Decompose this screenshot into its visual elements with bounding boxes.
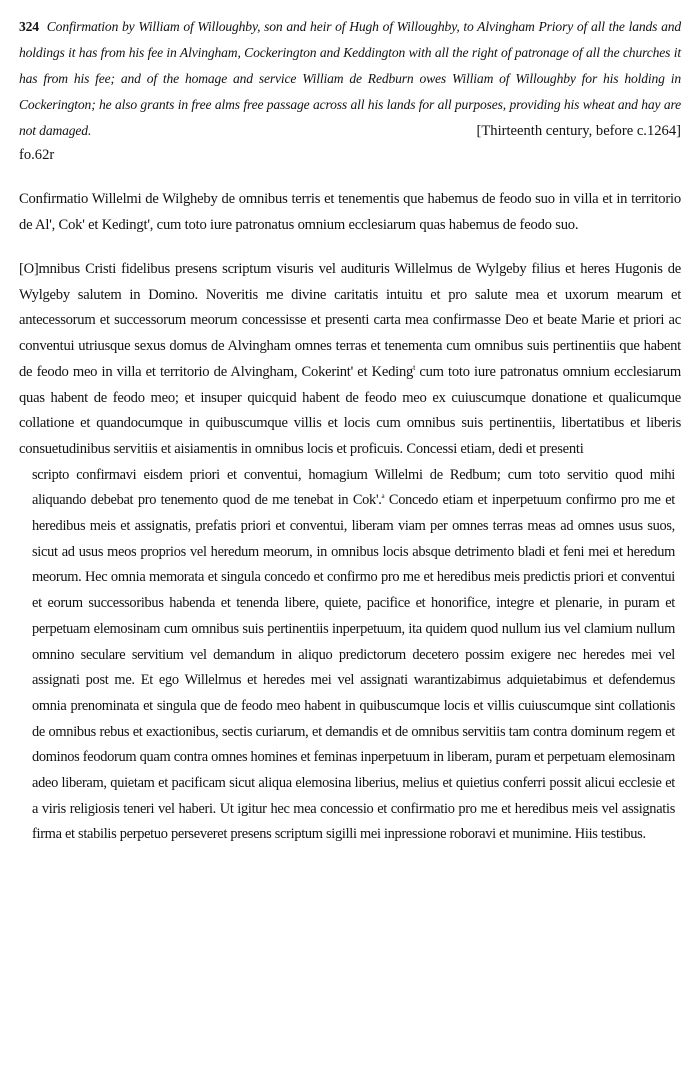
charter-text-part-3: scripto confirmavi eisdem priori et conventui, homagium Willelmi de Redbum; (32, 466, 501, 483)
folio-reference: fo.62r (19, 147, 55, 163)
charter-text-part-4: cum toto servitio quod mihi aliquando debebat pro tenemento quod de me tenebat in Cok'. (32, 466, 675, 509)
charter-text-part-1: [O]mnibus Cristi fidelibus presens scriptum visuris vel audituris Willelmus de Wylgeby filius et heres Hugonis de Wylgeby salutem in Domino. Noveritis me divine caritatis intuitu et pro salute mea et uxorum mearum et antecessorum et successorum meorum concessisse et presenti carta mea confirmasse Deo et beate Marie et priori ac conventui utriusque sexus domus de Alvingham omnes terras et tenementa cum omnibus suis pertinentiis que habent de feodo meo in villa et territorio de Alvingham, Cokerint' et Keding (19, 261, 681, 380)
superscript-t: t (413, 362, 416, 372)
entry-heading (19, 14, 681, 144)
charter-text (19, 257, 681, 463)
entry-date: [Thirteenth century, before c.1264] (476, 123, 681, 139)
charter-text-indented (19, 463, 681, 849)
document-page (19, 14, 681, 848)
charter-text-part-5: Concedo etiam et inperpetuum confirmo pro me et heredibus meis et assignatis, prefatis priori et conventui, liberam viam per omnes terras meas ad omnes usus suos, sicut ad usus meos proprios vel heredum meorum, in omnibus locis absque detrimento bladi et feni mei et heredum meorum. Hec omnia memorata et singula concedo et confirmo pro me et heredibus meis predictis priori et conventui et eorum successoribus habenda et tenenda libere, quiete, pacifice et honorifice, integre et plenarie, in puram et perpetuam elemosinam cum omnibus suis pertinentiis inperpetuum, ita quidem quod nullum ius vel clamium nullum omnino seculare servitium vel demandum in aliquo predictorum decetero possim exigere nec heredes mei vel assignati post me. Et ego Willelmus et heredes mei vel assignati warantizabimus adquietabimus et defendemus omnia prenominata et singula que de feodo meo habent in quibuscumque locis et villis cuiuscumque sint collationis de omnibus rebus et exactionibus, sectis curiarum, et demandis et de omnibus servitiis tam contra dominum regem et dominos feodorum quam contra omnes homines et feminas inperpetuum in liberam, puram et perpetuam elemosinam adeo liberam, quietam et pacificam sicut aliqua elemosina liberius, melius et quietius conferri possit alicui ecclesie et a viris religiosis teneri vel haberi. Ut igitur hec mea concessio et confirmatio pro me et heredibus meis vel assignatis firma et stabilis perpetuo perseveret presens scriptum sigilli mei inpressione roboravi et munimine. Hiis testibus. (32, 492, 675, 843)
entry-heading-text: Confirmation by William of Willoughby, son and heir of Hugh of Willoughby, to Alvingham Priory of all the lands and holdings it has from his fee in Alvingham, Cockerington and Keddington with all the right of patronage of all the churches it has from his fee; and of the homage and service William de Redburn owes William of Willoughby for his holding in Cockerington; he also grants in free alms free passage across all his lands for all purposes, providing his wheat and hay are not damaged. (19, 19, 682, 138)
latin-summary: Confirmatio Willelmi de Wilgheby de omnibus terris et tenementis que habemus de feodo suo in villa et in territorio de Al', Cok' et Kedingt', cum toto iure patronatus omnium ecclesiarum quas habemus de feodo suo. (19, 191, 681, 233)
charter-text-part-2: cum toto iure patronatus omnium ecclesiarum quas habent de feodo meo; et insuper quicquid habent de feodo meo ex cuiuscumque donatione et qualicumque collatione et quandocumque in quibuscumque villis et locis cum omnibus suis pertinentiis, libertatibus et liberis consuetudinibus servitiis et aisiamentis in omnibus locis et proficuis. Concessi etiam, dedi et presenti (19, 363, 681, 457)
footnote-marker-a: a (381, 492, 385, 501)
entry-number: 324 (19, 19, 39, 34)
